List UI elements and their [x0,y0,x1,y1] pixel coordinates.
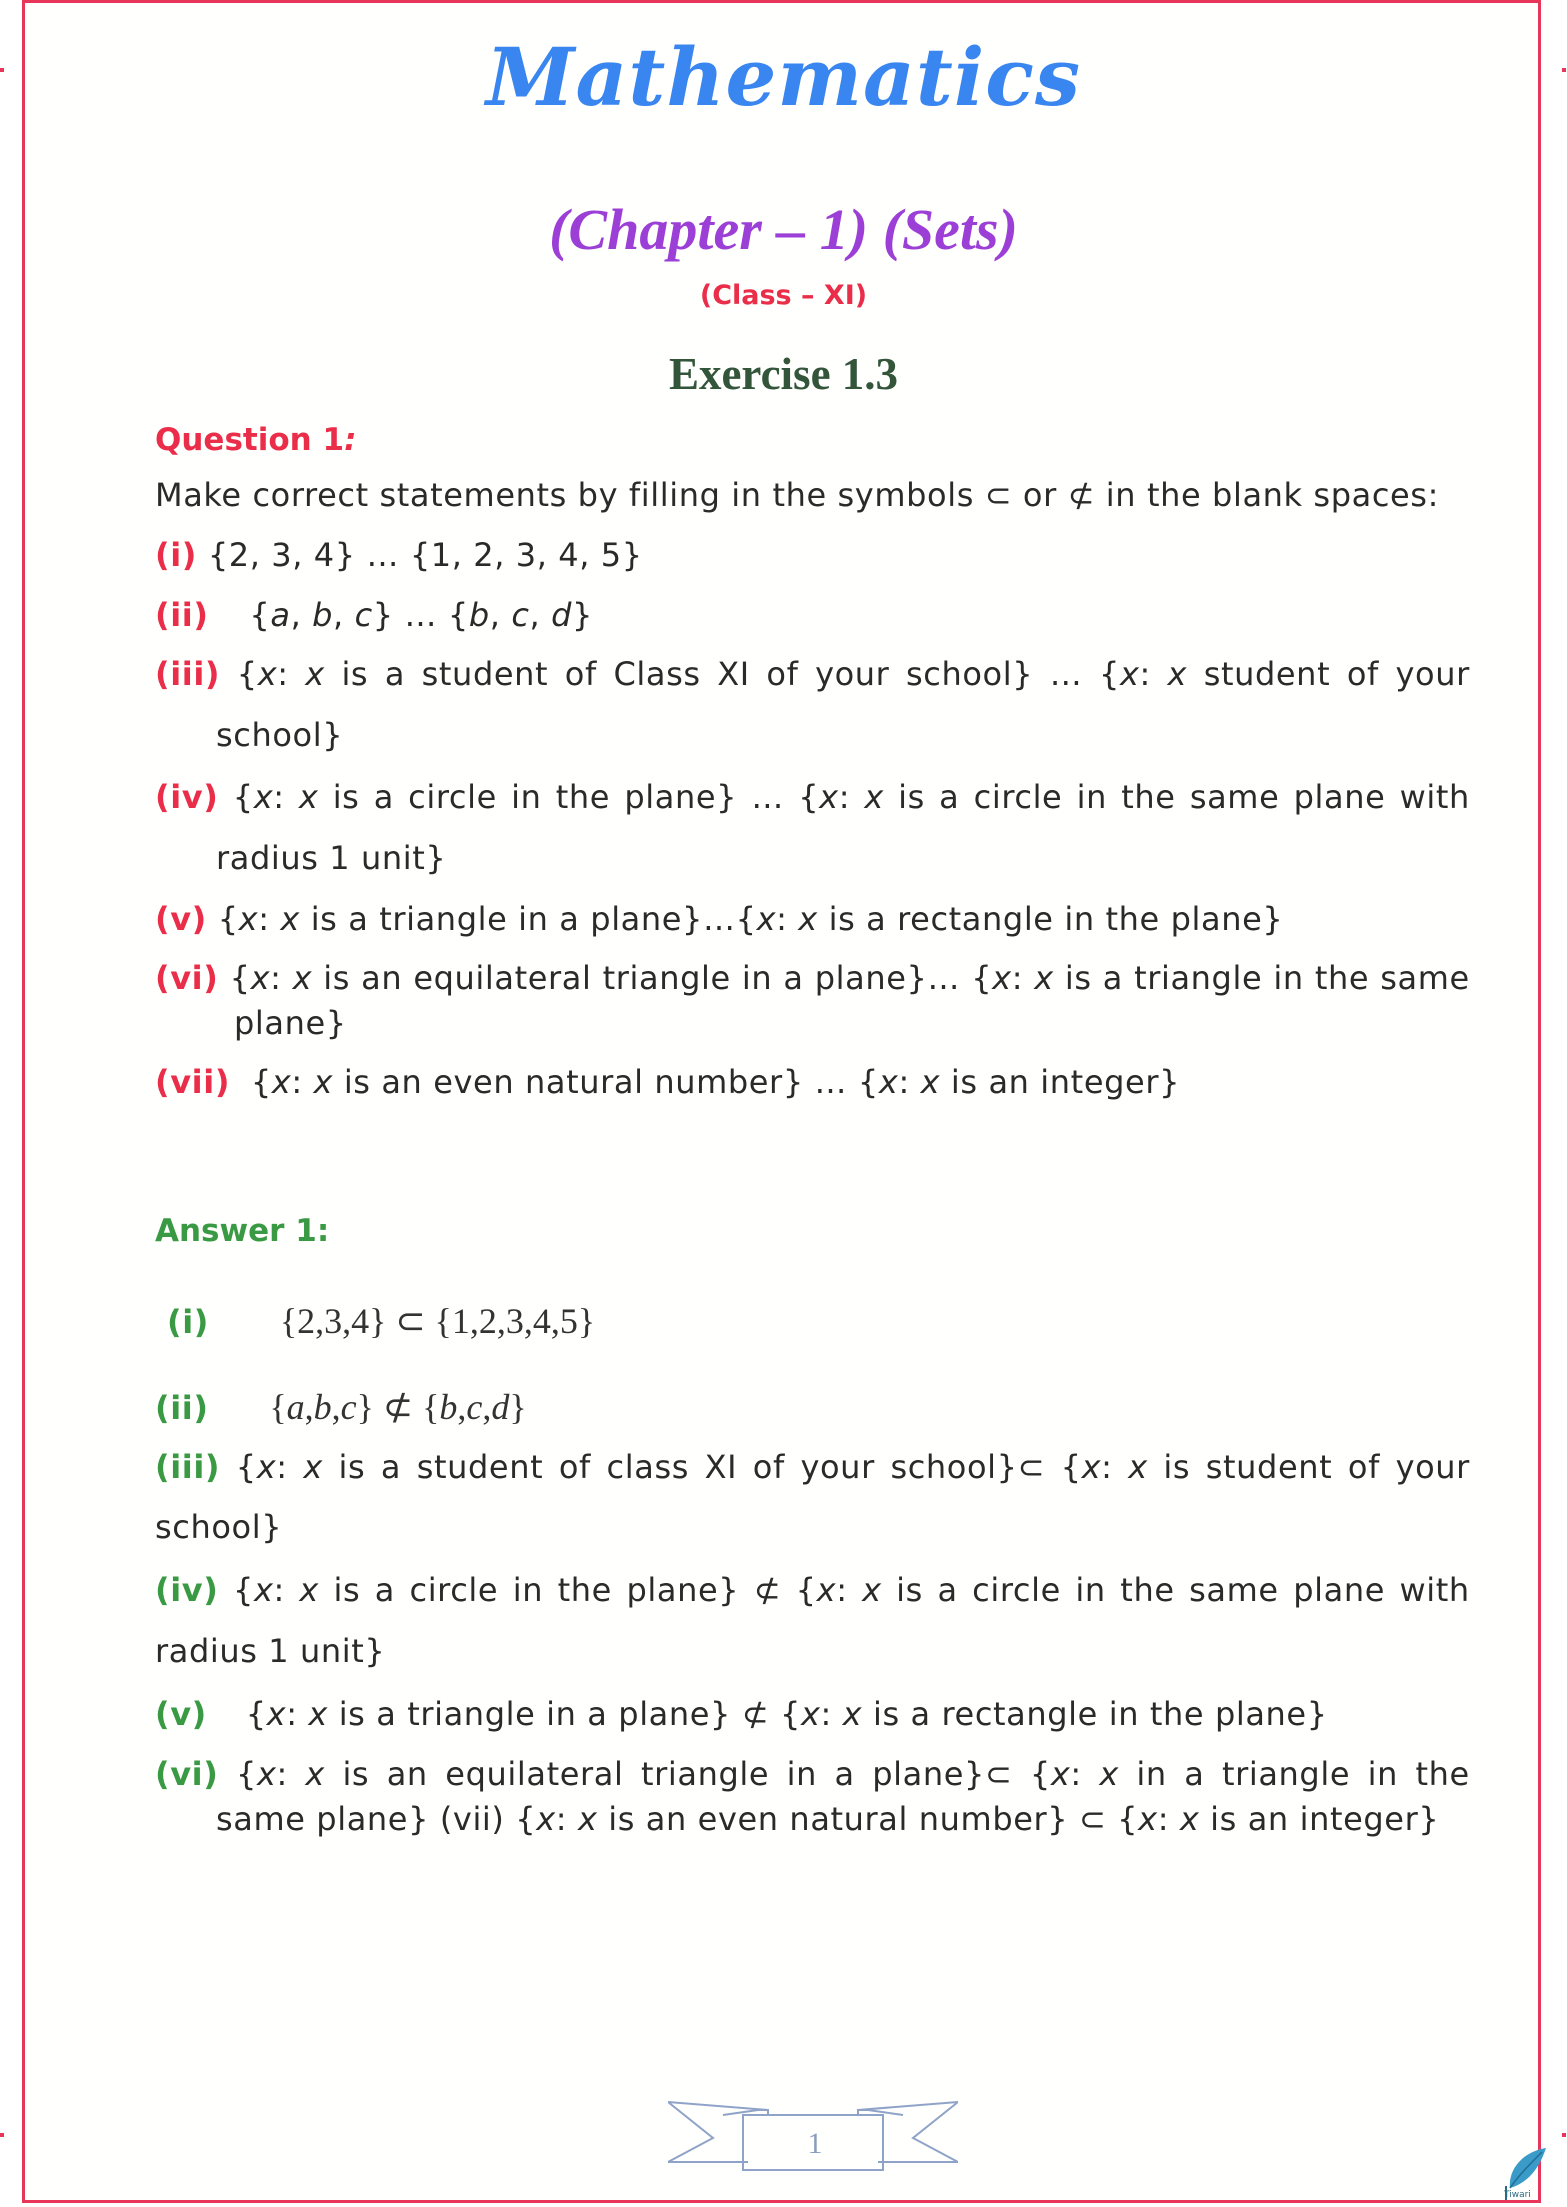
question-item-iv: (iv) {x: x is a circle in the plane} … {x: x is a circle in the same plane with [155,778,1470,816]
page-border [22,0,1541,2203]
class-label: (Class – XI) [699,280,868,311]
page-number: 1 [807,2127,823,2160]
item-label: (vi) [155,959,219,997]
item-label: (i) [155,536,198,574]
item-text: {a, b, c} … {b, c, d} [249,596,593,634]
answer-heading: Answer 1: [155,1213,330,1249]
item-label: (iv) [155,778,219,816]
item-label: (ii) [155,596,209,634]
item-label: (ii) [155,1389,209,1427]
answer-item-i [167,1300,595,1342]
question-item-vi-cont: plane} [234,1004,347,1042]
question-heading [155,422,356,458]
question-heading-colon: : [344,422,357,458]
item-label: (vii) [155,1063,231,1101]
question-item-i [155,536,643,574]
answer-item-vi-cont: same plane} (vii) {x: x is an even natural number} ⊂ {x: x is an integer} [216,1800,1440,1838]
page-title: Mathematics [486,30,1081,124]
question-item-iii: (iii) {x: x is a student of Class XI of your school} … {x: x student of your [155,655,1470,693]
answer-item-iv-cont: radius 1 unit} [155,1632,386,1670]
item-label: (iv) [155,1571,219,1609]
item-text: {x: x is a triangle in a plane}…{x: x is a rectangle in the plane} [217,900,1284,938]
item-math: {a,b,c} ⊄ {b,c,d} [269,1387,527,1427]
exercise-title: Exercise 1.3 [668,349,899,399]
answer-item-ii [155,1386,527,1428]
answer-item-iii-cont: school} [155,1508,283,1546]
item-text: {x: x is an even natural number} … {x: x is an integer} [250,1063,1181,1101]
crop-mark [1562,2133,1566,2137]
logo-text: Tiwari [1504,2190,1531,2200]
question-item-ii [155,596,593,634]
item-label: (iii) [155,1448,221,1486]
answer-item-iii: (iii) {x: x is a student of class XI of your school}⊂ {x: x is student of your [155,1448,1470,1486]
question-item-v [155,900,1283,938]
answer-item-iv: (iv) {x: x is a circle in the plane} ⊄ {x: x is a circle in the same plane with [155,1571,1470,1609]
question-item-vii [155,1063,1180,1101]
item-math: {2,3,4} ⊂ {1,2,3,4,5} [279,1301,596,1341]
chapter-title: (Chapter – 1) (Sets) [549,197,1018,262]
answer-item-vi: (vi) {x: x is an equilateral triangle in a plane}⊂ {x: x in a triangle in the [155,1755,1470,1793]
item-label: (v) [155,1695,207,1733]
question-prompt: Make correct statements by filling in the symbols ⊂ or ⊄ in the blank spaces: [155,476,1439,514]
crop-mark [0,2133,4,2137]
item-text: {2, 3, 4} … {1, 2, 3, 4, 5} [207,536,643,574]
question-item-iv-cont: radius 1 unit} [216,839,447,877]
question-item-iii-cont: school} [216,716,344,754]
answer-item-v [155,1695,1328,1733]
item-label: (v) [155,900,207,938]
question-item-vi: (vi) {x: x is an equilateral triangle in a plane}… {x: x is a triangle in the same [155,959,1470,997]
item-label: (vi) [155,1755,219,1793]
question-heading-text: Question 1 [155,422,345,458]
item-text: {x: x is a triangle in a plane} ⊄ {x: x is a rectangle in the plane} [245,1695,1328,1733]
item-label: (iii) [155,655,221,693]
item-label: (i) [167,1303,210,1341]
